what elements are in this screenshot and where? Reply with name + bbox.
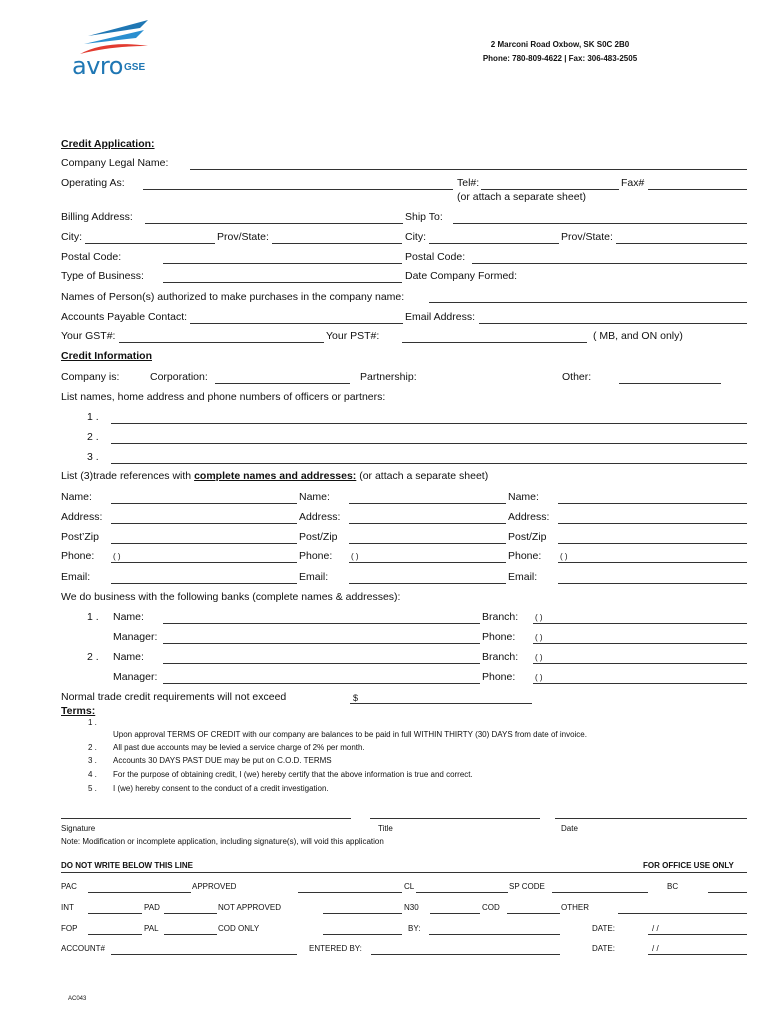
bank1-branch-paren: ( )	[535, 613, 543, 622]
fax-label: Fax#	[621, 177, 645, 189]
date-office-label-1: DATE:	[592, 924, 615, 933]
prov-state-label: Prov/State:	[217, 231, 269, 243]
date-company-formed-label: Date Company Formed:	[405, 270, 518, 282]
entered-by-label: ENTERED BY:	[309, 944, 362, 953]
date-office-field-2[interactable]	[648, 954, 747, 955]
ref3-postzip-field[interactable]	[558, 543, 747, 544]
bank2-num: 2 .	[87, 651, 99, 663]
company-phone-fax: Phone: 780-809-4622 | Fax: 306-483-2505	[482, 54, 638, 63]
n30-label: N30	[404, 903, 419, 912]
logo-brand-text: avro	[72, 52, 123, 80]
officer-field-1[interactable]	[111, 423, 747, 424]
trade-refs-label	[61, 470, 488, 482]
credit-amount-field[interactable]	[350, 703, 532, 704]
bank1-manager-label: Manager:	[113, 631, 158, 643]
office-divider	[61, 872, 747, 873]
ref3-name-label: Name:	[508, 491, 539, 503]
term-text-1: Upon approval TERMS OF CREDIT with our company are balances to be paid in full WITHIN THIRTY (30) DAYS from date of invoice.	[113, 730, 587, 739]
int-label: INT	[61, 903, 74, 912]
attach-note: (or attach a separate sheet)	[457, 191, 586, 203]
officer-num-1: 1 .	[87, 411, 99, 423]
authorized-persons-field[interactable]	[429, 302, 747, 303]
date-office-slashes-1: / /	[652, 924, 659, 933]
sp-code-field[interactable]	[552, 892, 648, 893]
ref3-email-field[interactable]	[558, 583, 747, 584]
ref2-address-field[interactable]	[349, 523, 506, 524]
term-text-5: I (we) hereby consent to the conduct of a credit investigation.	[113, 784, 329, 793]
gst-label: Your GST#:	[61, 330, 116, 342]
form-code: AC043	[68, 996, 87, 1002]
bank1-branch-field[interactable]	[533, 623, 747, 624]
trade-refs-suffix: (or attach a separate sheet)	[356, 470, 489, 482]
ref1-name-field[interactable]	[111, 503, 297, 504]
form-title: Credit Application:	[61, 138, 155, 150]
ship-city-label: City:	[405, 231, 426, 243]
pst-note: ( MB, and ON only)	[593, 330, 683, 342]
ref1-phone-label: Phone:	[61, 550, 95, 562]
bank1-phone-field[interactable]	[533, 643, 747, 644]
normal-trade-label: Normal trade credit requirements will not exceed	[61, 691, 287, 703]
fop-label: FOP	[61, 924, 78, 933]
billing-address-label: Billing Address:	[61, 211, 133, 223]
bank2-name-field[interactable]	[163, 663, 480, 664]
ref2-phone-label: Phone:	[299, 550, 333, 562]
bank1-name-label: Name:	[113, 611, 144, 623]
ship-to-label: Ship To:	[405, 211, 443, 223]
company-legal-name-label: Company Legal Name:	[61, 157, 169, 169]
ref1-postzip-label: Post’Zip	[61, 531, 99, 543]
ref2-address-label: Address:	[299, 511, 341, 523]
by-label: BY:	[408, 924, 421, 933]
date-office-field-1[interactable]	[648, 934, 747, 935]
tel-label: Tel#:	[457, 177, 480, 189]
other-office-field[interactable]	[618, 913, 747, 914]
ref2-name-label: Name:	[299, 491, 330, 503]
cod-only-field[interactable]	[323, 934, 402, 935]
fop-field[interactable]	[88, 934, 142, 935]
ref1-email-label: Email:	[61, 571, 91, 583]
signature-field[interactable]	[61, 818, 351, 819]
ref2-name-field[interactable]	[349, 503, 506, 504]
ap-contact-field[interactable]	[190, 323, 403, 324]
officer-field-2[interactable]	[111, 443, 747, 444]
city-field[interactable]	[85, 243, 215, 244]
not-approved-label: NOT APPROVED	[218, 903, 281, 912]
ref3-postzip-label: Post/Zip	[508, 531, 547, 543]
trade-refs-prefix: List (3)trade references with	[61, 470, 195, 482]
pad-field[interactable]	[164, 913, 217, 914]
approved-label: APPROVED	[192, 882, 237, 891]
date-field[interactable]	[555, 818, 747, 819]
city-label: City:	[61, 231, 82, 243]
ship-prov-state-label: Prov/State:	[561, 231, 613, 243]
ship-prov-state-field[interactable]	[616, 243, 747, 244]
ref2-postzip-label: Post/Zip	[299, 531, 338, 543]
int-field[interactable]	[88, 913, 142, 914]
ref1-phone-field[interactable]	[111, 562, 297, 563]
cl-field[interactable]	[416, 892, 508, 893]
title-label: Title	[378, 824, 393, 833]
cod-only-label: COD ONLY	[218, 924, 260, 933]
n30-field[interactable]	[430, 913, 480, 914]
fax-field[interactable]	[648, 189, 747, 190]
billing-address-field[interactable]	[145, 223, 403, 224]
pad-label: PAD	[144, 903, 160, 912]
bank2-manager-field[interactable]	[163, 683, 480, 684]
ref2-phone-paren: ( )	[351, 552, 359, 561]
authorized-persons-label: Names of Person(s) authorized to make purchases in the company name:	[61, 291, 405, 303]
ref3-phone-field[interactable]	[558, 562, 747, 563]
email-address-field[interactable]	[479, 323, 747, 324]
bank2-phone-field[interactable]	[533, 683, 747, 684]
bank1-name-field[interactable]	[163, 623, 480, 624]
other-label: Other:	[562, 371, 592, 383]
company-is-label: Company is:	[61, 371, 120, 383]
by-field[interactable]	[429, 934, 560, 935]
logo-sub-text: GSE	[124, 62, 146, 73]
officer-num-2: 2 .	[87, 431, 99, 443]
terms-title: Terms:	[61, 705, 96, 717]
bank2-branch-paren: ( )	[535, 653, 543, 662]
term-text-4: For the purpose of obtaining credit, I (we) hereby certify that the above information is true and correct.	[113, 770, 473, 779]
ref2-phone-field[interactable]	[349, 562, 506, 563]
ship-postal-code-field[interactable]	[472, 263, 747, 264]
not-approved-field[interactable]	[323, 913, 402, 914]
bc-label: BC	[667, 882, 679, 891]
ref1-address-label: Address:	[61, 511, 103, 523]
ref1-email-field[interactable]	[111, 583, 297, 584]
bank1-manager-field[interactable]	[163, 643, 480, 644]
banks-intro: We do business with the following banks (complete names & addresses):	[61, 591, 401, 603]
ref3-address-label: Address:	[508, 511, 550, 523]
date-office-slashes-2: / /	[652, 944, 659, 953]
bank2-phone-paren: ( )	[535, 673, 543, 682]
pal-field[interactable]	[164, 934, 217, 935]
ref1-postzip-field[interactable]	[111, 543, 297, 544]
ship-to-field[interactable]	[453, 223, 747, 224]
bank1-phone-paren: ( )	[535, 633, 543, 642]
pst-field[interactable]	[402, 342, 587, 343]
bank1-num: 1 .	[87, 611, 99, 623]
other-field[interactable]	[619, 383, 721, 384]
ref2-email-field[interactable]	[349, 583, 506, 584]
term-num-2: 2 .	[88, 743, 97, 752]
ref1-name-label: Name:	[61, 491, 92, 503]
ref3-address-field[interactable]	[558, 523, 747, 524]
other-office-label: OTHER	[561, 903, 589, 912]
ship-postal-code-label: Postal Code:	[405, 251, 466, 263]
date-office-label-2: DATE:	[592, 944, 615, 953]
bank1-phone-label: Phone:	[482, 631, 516, 643]
operating-as-field[interactable]	[143, 189, 453, 190]
ref2-postzip-field[interactable]	[349, 543, 506, 544]
title-field[interactable]	[370, 818, 540, 819]
cod-field[interactable]	[507, 913, 560, 914]
type-of-business-label: Type of Business:	[61, 270, 144, 282]
ref2-email-label: Email:	[299, 571, 329, 583]
prov-state-field[interactable]	[272, 243, 402, 244]
officer-num-3: 3 .	[87, 451, 99, 463]
cod-label: COD	[482, 903, 500, 912]
postal-code-field[interactable]	[163, 263, 402, 264]
partnership-label: Partnership:	[360, 371, 417, 383]
trade-refs-bold: complete names and addresses:	[194, 470, 357, 482]
sp-code-label: SP CODE	[509, 882, 545, 891]
void-note: Note: Modification or incomplete application, including signature(s), will void this application	[61, 837, 384, 846]
term-num-5: 5 .	[88, 784, 97, 793]
ref3-name-field[interactable]	[558, 503, 747, 504]
ref1-phone-paren: ( )	[113, 552, 121, 561]
ref3-phone-label: Phone:	[508, 550, 542, 562]
company-logo	[70, 18, 160, 80]
date-label: Date	[561, 824, 578, 833]
tel-field[interactable]	[481, 189, 619, 190]
officer-field-3[interactable]	[111, 463, 747, 464]
signature-label: Signature	[61, 824, 96, 833]
credit-info-title: Credit Information	[61, 350, 152, 362]
corporation-label: Corporation:	[150, 371, 208, 383]
cl-label: CL	[404, 882, 415, 891]
bank2-branch-label: Branch:	[482, 651, 519, 663]
type-of-business-field[interactable]	[163, 282, 402, 283]
pst-label: Your PST#:	[326, 330, 380, 342]
ref3-email-label: Email:	[508, 571, 538, 583]
pac-field[interactable]	[88, 892, 191, 893]
do-not-write-label: DO NOT WRITE BELOW THIS LINE	[61, 861, 193, 870]
bank1-branch-label: Branch:	[482, 611, 519, 623]
term-num-1: 1 .	[88, 718, 97, 727]
bank2-branch-field[interactable]	[533, 663, 747, 664]
pal-label: PAL	[144, 924, 159, 933]
bank2-manager-label: Manager:	[113, 671, 158, 683]
ship-city-field[interactable]	[429, 243, 559, 244]
term-num-3: 3 .	[88, 756, 97, 765]
bank2-phone-label: Phone:	[482, 671, 516, 683]
office-use-label: FOR OFFICE USE ONLY	[643, 861, 734, 870]
corporation-field[interactable]	[215, 383, 350, 384]
bank2-name-label: Name:	[113, 651, 144, 663]
term-text-2: All past due accounts may be levied a service charge of 2% per month.	[113, 743, 365, 752]
approved-field[interactable]	[298, 892, 402, 893]
operating-as-label: Operating As:	[61, 177, 125, 189]
pac-label: PAC	[61, 882, 77, 891]
term-text-3: Accounts 30 DAYS PAST DUE may be put on C.O.D. TERMS	[113, 756, 332, 765]
officers-label: List names, home address and phone numbers of officers or partners:	[61, 391, 386, 403]
email-address-label: Email Address:	[405, 311, 476, 323]
postal-code-label: Postal Code:	[61, 251, 122, 263]
term-num-4: 4 .	[88, 770, 97, 779]
dollar-sign: $	[353, 693, 359, 703]
entered-by-field[interactable]	[371, 954, 560, 955]
ref1-address-field[interactable]	[111, 523, 297, 524]
account-field[interactable]	[111, 954, 297, 955]
company-address: 2 Marconi Road Oxbow, SK S0C 2B0	[490, 40, 630, 49]
company-legal-name-field[interactable]	[190, 169, 747, 170]
bc-field[interactable]	[708, 892, 747, 893]
account-label: ACCOUNT#	[61, 944, 106, 953]
ap-contact-label: Accounts Payable Contact:	[61, 311, 188, 323]
ref3-phone-paren: ( )	[560, 552, 568, 561]
gst-field[interactable]	[119, 342, 324, 343]
